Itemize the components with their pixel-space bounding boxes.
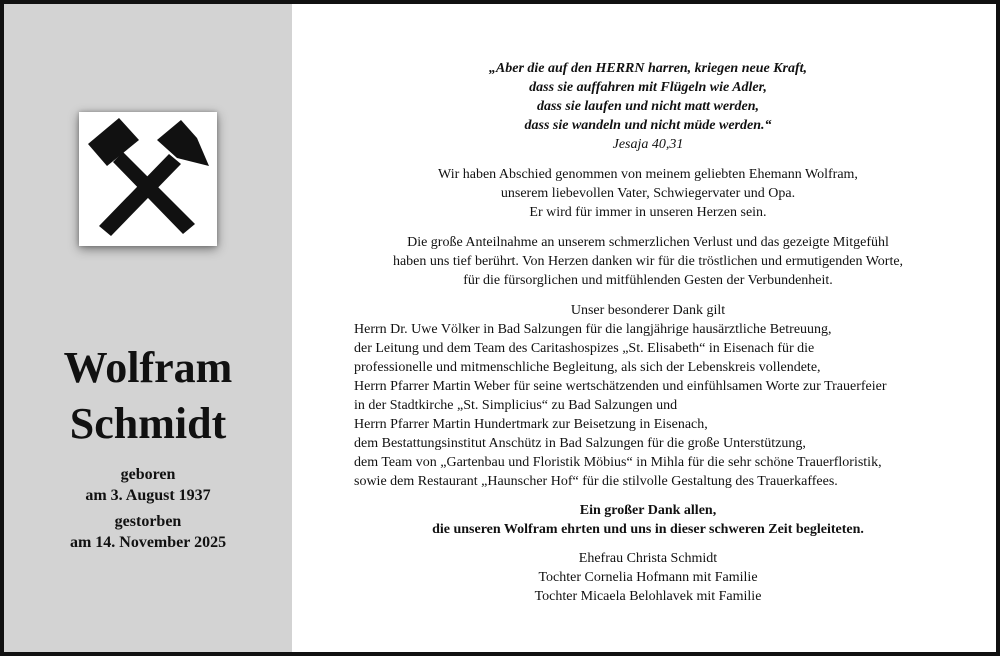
quote-line: dass sie auffahren mit Flügeln wie Adler, [529, 80, 767, 95]
closing-line: Ein großer Dank allen, [579, 503, 717, 518]
thanks-heading: Unser besonderer Dank gilt [570, 303, 726, 318]
signature-line: Tochter Micaela Belohlavek mit Familie [534, 589, 762, 604]
quote-line: dass sie laufen und nicht matt werden, [536, 99, 760, 114]
thanks-line: Herrn Pfarrer Martin Hundertmark zur Beisetzung in Eisenach, [354, 417, 708, 432]
thanks-line: der Leitung und dem Team des Caritashospizes „St. Elisabeth“ in Eisenach für die [354, 341, 815, 356]
farewell-line: unserem liebevollen Vater, Schwiegervater und Opa. [500, 186, 796, 201]
quote-line: „Aber die auf den HERRN harren, kriegen neue Kraft, [488, 61, 808, 76]
deceased-first-name: Wolfram [63, 343, 233, 392]
quote-line: dass sie wandeln und nicht müde werden.“ [524, 118, 772, 133]
quote-source: Jesaja 40,31 [612, 137, 684, 152]
closing-line: die unseren Wolfram ehrten und uns in dieser schweren Zeit begleiteten. [432, 522, 864, 537]
farewell-line: Wir haben Abschied genommen von meinem geliebten Ehemann Wolfram, [438, 167, 858, 182]
sympathy-line: für die fürsorglichen und mitfühlenden Gesten der Verbundenheit. [463, 273, 833, 288]
born-date: am 3. August 1937 [85, 487, 211, 504]
thanks-line: Herrn Pfarrer Martin Weber für seine wertschätzenden und einfühlsamen Worte zur Trauerfeier [354, 379, 887, 394]
sidebar [4, 4, 292, 652]
thanks-line: Herrn Dr. Uwe Völker in Bad Salzungen für die langjährige hausärztliche Betreuung, [354, 322, 832, 337]
sympathy-line: haben uns tief berührt. Von Herzen danken wir für die tröstlichen und ermutigenden Worte, [392, 254, 904, 269]
signature-line: Ehefrau Christa Schmidt [578, 551, 718, 566]
deceased-last-name: Schmidt [69, 399, 227, 448]
thanks-line: in der Stadtkirche „St. Simplicius“ zu Bad Salzungen und [354, 398, 678, 413]
hammer-and-pick-icon [83, 116, 213, 242]
died-label: gestorben [114, 513, 182, 530]
died-date: am 14. November 2025 [69, 534, 227, 551]
thanks-line: dem Bestattungsinstitut Anschütz in Bad Salzungen für die große Unterstützung, [354, 436, 806, 451]
thanks-line: dem Team von „Gartenbau und Floristik Möbius“ in Mihla für die sehr schöne Trauerfloristik, [354, 455, 882, 470]
emblem-frame [79, 112, 217, 246]
message-area [296, 4, 1000, 652]
farewell-line: Er wird für immer in unseren Herzen sein. [529, 205, 767, 220]
born-label: geboren [120, 466, 176, 483]
signature-line: Tochter Cornelia Hofmann mit Familie [538, 570, 758, 585]
thanks-line: professionelle und mitmenschliche Begleitung, als sich der Lebenskreis vollendete, [354, 360, 821, 375]
sympathy-line: Die große Anteilnahme an unserem schmerzlichen Verlust und das gezeigte Mitgefühl [407, 235, 889, 250]
thanks-line: sowie dem Restaurant „Haunscher Hof“ für die stilvolle Gestaltung des Trauerkaffees. [354, 474, 838, 489]
